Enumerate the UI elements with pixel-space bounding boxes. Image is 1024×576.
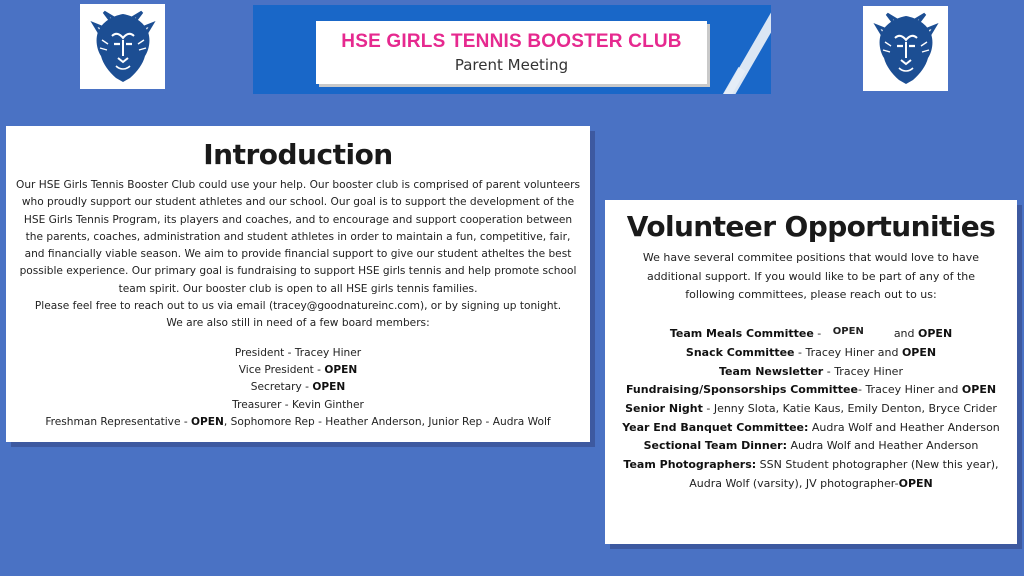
volunteer-intro [605, 249, 1017, 305]
volunteer-heading: Volunteer Opportunities [626, 210, 996, 243]
board-treasurer: Treasurer - Kevin Ginther [232, 398, 364, 411]
board-members-list [6, 345, 590, 431]
committee-photographers: Team Photographers: SSN Student photographer (New this year), [623, 458, 999, 472]
committee-team-meals: Team Meals Committee - OPEN and OPEN [609, 323, 1013, 344]
committee-photographers-cont: Audra Wolf (varsity), JV photographer-OPEN [689, 476, 933, 490]
committee-fundraising: Fundraising/Sponsorships Committee- Tracey Hiner and OPEN [625, 383, 997, 397]
volunteer-intro-line: We have several commitee positions that would love to have [642, 251, 980, 264]
intro-line: HSE Girls Tennis Program, its players and coaches, and to encourage and support cooperation between [23, 213, 573, 226]
lion-head-icon [873, 12, 939, 86]
intro-line: who proudly support our student athletes and our school. Our goal is to support the development of the [21, 196, 575, 209]
intro-line: the parents, coaches, administration and student athletes in order to maintain a fun, competitive, fair, [25, 230, 571, 243]
committee-banquet: Year End Banquet Committee: Audra Wolf and Heather Anderson [622, 420, 1000, 434]
logo-left [80, 4, 165, 89]
intro-line: Please feel free to reach out to us via email (tracey@goodnatureinc.com), or by signing up tonight. [34, 300, 562, 313]
intro-line: and financially viable season. We aim to provide financial support to give our student atheltes the best [24, 248, 572, 261]
introduction-text [6, 177, 590, 333]
board-vice-president: Vice President - OPEN [238, 363, 358, 376]
introduction-panel [6, 126, 590, 442]
board-president: President - Tracey Hiner [234, 346, 362, 359]
committee-newsletter: Team Newsletter - Tracey Hiner [719, 364, 903, 378]
title-card [316, 21, 707, 84]
club-title: HSE GIRLS TENNIS BOOSTER CLUB [341, 31, 682, 52]
volunteer-intro-line: following committees, please reach out to us: [685, 288, 937, 302]
committee-senior-night: Senior Night - Jenny Slota, Katie Kaus, Emily Denton, Bryce Crider [625, 401, 997, 415]
intro-line: possible experience. Our primary goal is fundraising to support HSE girls tennis and help promote school [19, 265, 577, 278]
intro-line: We are also still in need of a few board members: [166, 317, 430, 330]
logo-right [863, 6, 948, 91]
volunteer-intro-line: additional support. If you would like to be part of any of the [646, 269, 976, 283]
committee-sectional-dinner: Sectional Team Dinner: Audra Wolf and Heather Anderson [643, 439, 979, 453]
meeting-subtitle: Parent Meeting [454, 56, 569, 74]
intro-line: Our HSE Girls Tennis Booster Club could use your help. Our booster club is comprised of parent volunteers [15, 179, 580, 191]
volunteer-panel [605, 200, 1017, 544]
lion-head-icon [90, 10, 156, 84]
intro-line: team spirit. Our booster club is open to all HSE girls tennis families. [118, 282, 478, 295]
introduction-heading: Introduction [203, 138, 393, 171]
committee-list [605, 323, 1017, 493]
committee-snack: Snack Committee - Tracey Hiner and OPEN [685, 345, 937, 359]
board-secretary: Secretary - OPEN [250, 381, 346, 394]
board-class-reps: Freshman Representative - OPEN, Sophomore Rep - Heather Anderson, Junior Rep - Audra Wolf [45, 415, 551, 428]
